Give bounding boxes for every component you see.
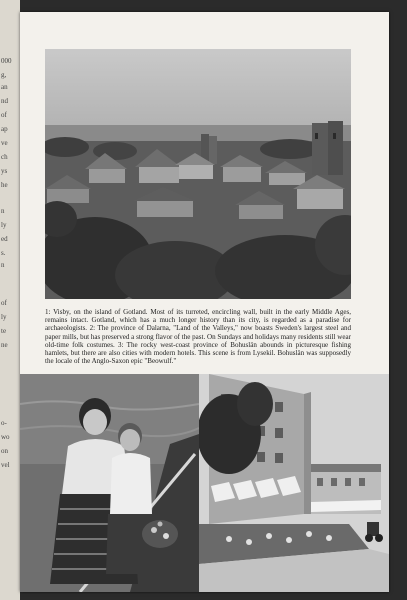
- left-page-fragment: g,: [1, 71, 7, 79]
- left-page-fragment: te: [1, 327, 7, 335]
- left-page-fragment: ys: [1, 167, 8, 175]
- left-page-fragment: an: [1, 83, 8, 91]
- left-page-fragment: on: [1, 447, 8, 455]
- left-page-fragment: nd: [1, 97, 8, 105]
- left-page-fragment: ch: [1, 153, 8, 161]
- left-page-fragment: ne: [1, 341, 8, 349]
- left-page-fragment: ly: [1, 221, 7, 229]
- left-page-fragment: vel: [1, 461, 10, 469]
- left-page-fragment: of: [1, 299, 7, 307]
- left-page-fragment: s.: [1, 249, 6, 257]
- left-page-edge: [0, 0, 20, 600]
- left-page-fragment: n: [1, 261, 5, 269]
- left-page-fragment: 000: [1, 57, 12, 65]
- left-page-fragment: ve: [1, 139, 8, 147]
- left-page-fragment: wo: [1, 433, 10, 441]
- left-page-fragment: ap: [1, 125, 8, 133]
- book-page: [20, 12, 389, 592]
- lysekil-photo-image: [199, 374, 389, 592]
- photo-caption: 1: Visby, on the island of Gotland. Most of its turreted, encircling wall, built in the early Middle Ages, remains intact. Gotland, which has a much longer history than its city, is regarded as a paradise for archaeologists. 2: The province of Dalarna, "Land of the Valleys," now boasts Sweden's largest steel and paper mills, but has preserved a strong flavor of the past. On Sundays and holidays many residents still wear old-time folk costumes. 3: The rocky west-coast province of Bohuslän abounds in picturesque fishing hamlets, but there are also cities with modern hotels. This scene is from Lysekil. Bohuslän was supposedly the locale of the Anglo-Saxon epic "Beowulf.": [45, 308, 351, 366]
- dalarna-photo: [20, 374, 199, 592]
- left-page-fragment: ed: [1, 235, 8, 243]
- left-page-fragment: of: [1, 111, 7, 119]
- dalarna-photo-image: [20, 374, 199, 592]
- left-page-fragment: n: [1, 207, 5, 215]
- visby-photo: [45, 49, 351, 299]
- left-page-fragment: o-: [1, 419, 7, 427]
- left-page-fragment: he: [1, 181, 8, 189]
- visby-photo-image: [45, 49, 351, 299]
- left-page-fragment: ly: [1, 313, 7, 321]
- lysekil-photo: [199, 374, 389, 592]
